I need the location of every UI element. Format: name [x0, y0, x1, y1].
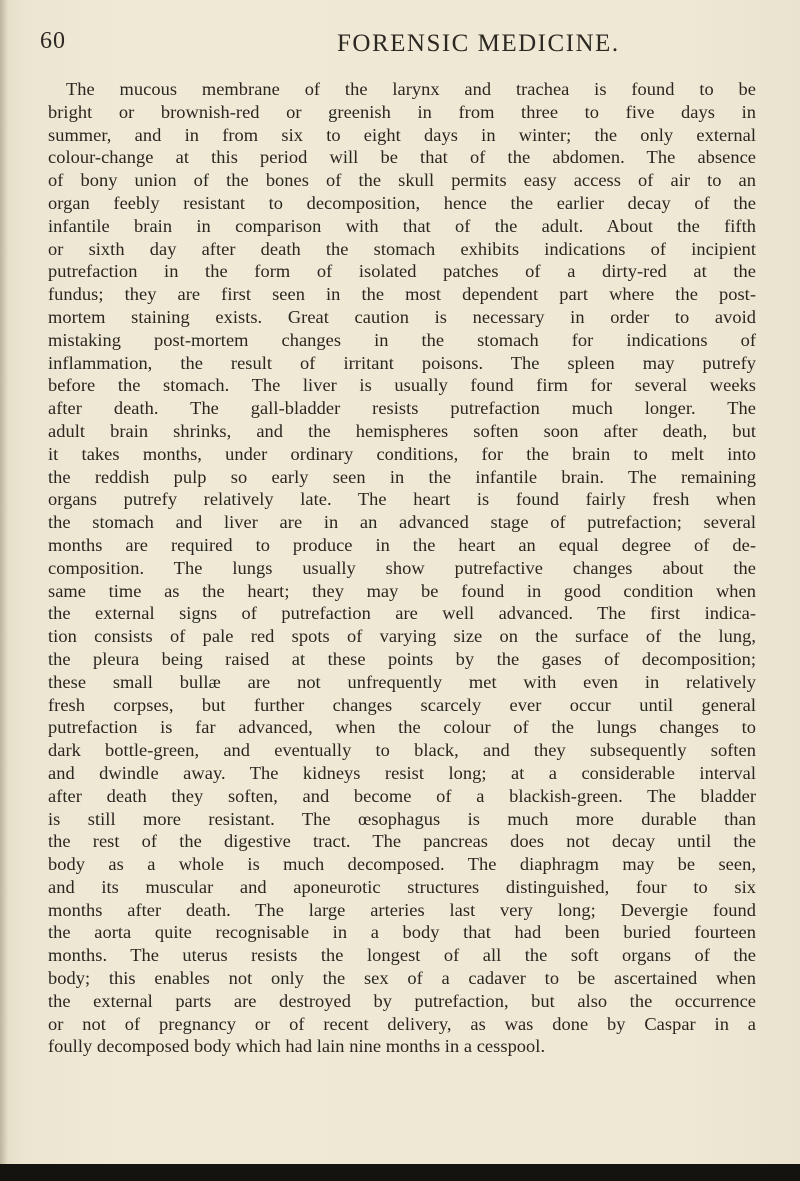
text-line: putrefaction is far advanced, when the colour of the lungs changes to — [48, 717, 756, 738]
text-line: tion consists of pale red spots of varying size on the surface of the lung, — [48, 626, 756, 647]
text-line: organ feebly resistant to decomposition, hence the earlier decay of the — [48, 192, 756, 213]
text-line: fundus; they are first seen in the most dependent part where the post- — [48, 284, 756, 305]
text-line: mortem staining exists. Great caution is necessary in order to avoid — [48, 306, 756, 327]
text-line: the pleura being raised at these points by the gases of decomposition; — [48, 648, 756, 669]
text-line: before the stomach. The liver is usually found firm for several weeks — [48, 375, 756, 396]
text-line: or not of pregnancy or of recent delivery, as was done by Caspar in a — [48, 1013, 756, 1034]
running-head: FORENSIC MEDICINE. — [337, 30, 620, 57]
text-line: months are required to produce in the heart an equal degree of de- — [48, 534, 756, 555]
text-line: The mucous membrane of the larynx and trachea is found to be — [66, 79, 756, 99]
text-line: body as a whole is much decomposed. The diaphragm may be seen, — [48, 854, 756, 875]
text-line: the external parts are destroyed by putrefaction, but also the occurrence — [48, 990, 756, 1011]
text-line: body; this enables not only the sex of a cadaver to be ascertained when — [48, 968, 756, 989]
text-line: composition. The lungs usually show putrefactive changes about the — [48, 557, 756, 578]
text-line: the reddish pulp so early seen in the infantile brain. The remaining — [48, 466, 756, 487]
text-line: summer, and in from six to eight days in winter; the only external — [48, 124, 756, 145]
gutter-shadow — [0, 0, 8, 1181]
text-line: these small bullæ are not unfrequently met with even in relatively — [48, 671, 756, 692]
text-line: the aorta quite recognisable in a body that had been buried fourteen — [48, 922, 756, 943]
text-line: infantile brain in comparison with that of the adult. About the fifth — [48, 215, 756, 236]
text-line: is still more resistant. The œsophagus is much more durable than — [48, 808, 756, 829]
text-line: of bony union of the bones of the skull permits easy access of air to an — [48, 170, 756, 191]
text-line: and its muscular and aponeurotic structures distinguished, four to six — [48, 876, 756, 897]
text-line: after death. The gall-bladder resists putrefaction much longer. The — [48, 398, 756, 419]
text-line: the rest of the digestive tract. The pancreas does not decay until the — [48, 831, 756, 852]
text-line: months. The uterus resists the longest of all the soft organs of the — [48, 945, 756, 966]
text-line: fresh corpses, but further changes scarcely ever occur until general — [48, 694, 756, 715]
text-line: and dwindle away. The kidneys resist long; at a considerable interval — [48, 762, 756, 783]
text-line: months after death. The large arteries last very long; Devergie found — [48, 899, 756, 920]
page-number: 60 — [40, 28, 66, 54]
page-header — [0, 24, 800, 60]
text-line: dark bottle-green, and eventually to black, and they subsequently soften — [48, 740, 756, 761]
body-paragraph — [48, 78, 756, 1058]
text-line: the stomach and liver are in an advanced stage of putrefaction; several — [48, 512, 756, 533]
text-line: adult brain shrinks, and the hemispheres soften soon after death, but — [48, 420, 756, 441]
text-line: after death they soften, and become of a blackish-green. The bladder — [48, 785, 756, 806]
text-line: putrefaction in the form of isolated patches of a dirty-red at the — [48, 261, 756, 282]
text-line: colour-change at this period will be that of the abdomen. The absence — [48, 147, 756, 168]
text-line: inflammation, the result of irritant poisons. The spleen may putrefy — [48, 352, 756, 373]
text-line: organs putrefy relatively late. The heart is found fairly fresh when — [48, 489, 756, 510]
text-line: foully decomposed body which had lain nine months in a cesspool. — [48, 1036, 546, 1057]
text-line: bright or brownish-red or greenish in from three to five days in — [48, 101, 756, 122]
text-line: it takes months, under ordinary conditions, for the brain to melt into — [48, 443, 756, 464]
text-line: or sixth day after death the stomach exhibits indications of incipient — [48, 238, 756, 259]
text-line: the external signs of putrefaction are well advanced. The first indica- — [48, 603, 756, 624]
text-line: mistaking post-mortem changes in the stomach for indications of — [48, 329, 756, 350]
text-line: same time as the heart; they may be found in good condition when — [48, 580, 756, 601]
page-bottom-edge — [0, 1164, 800, 1181]
